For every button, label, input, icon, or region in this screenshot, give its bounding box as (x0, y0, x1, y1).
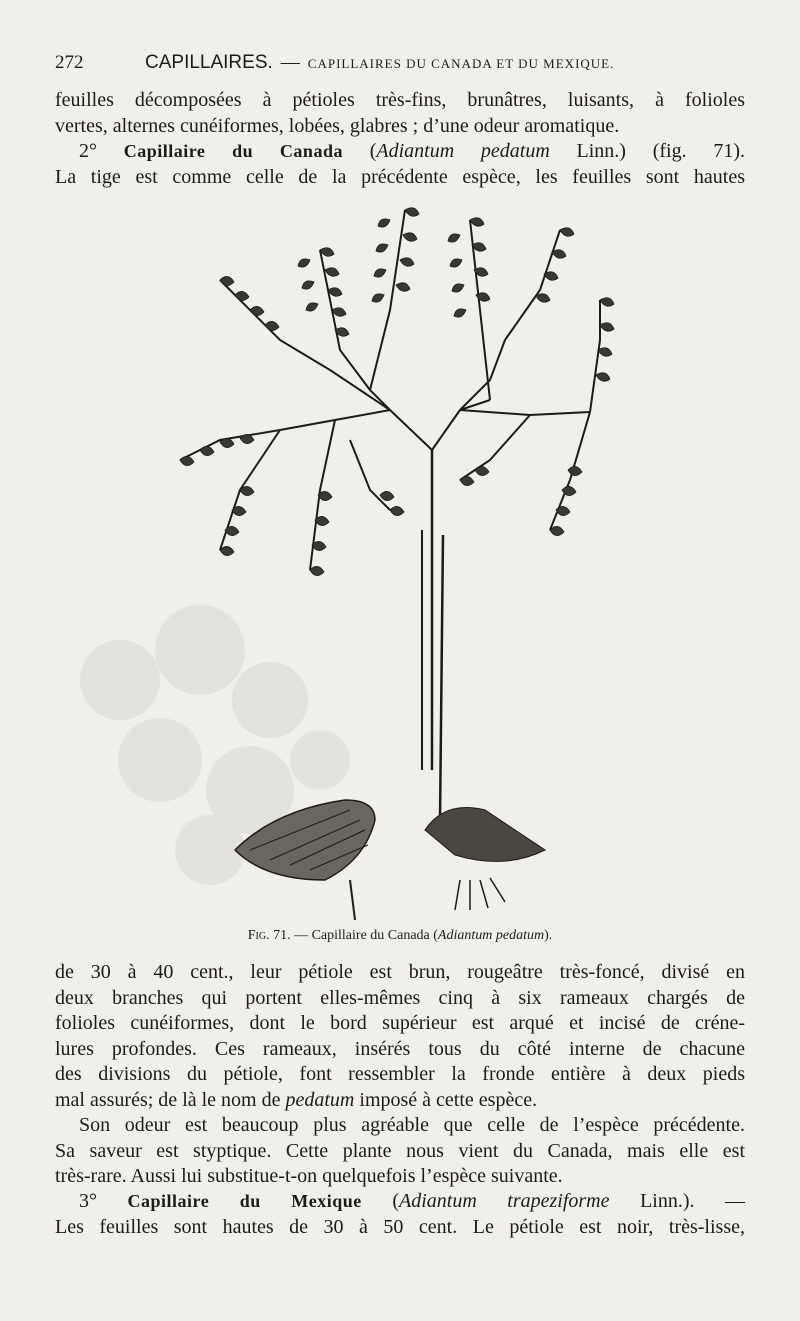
paragraph-2 (55, 139, 745, 190)
caption-dash: — (294, 928, 309, 943)
latin-word: pedatum (285, 1088, 355, 1111)
text-fragment: Linn.). — (640, 1190, 746, 1212)
rhizome-drawing (425, 808, 545, 911)
paragraph-1 (55, 88, 745, 139)
text-line: Son odeur est beaucoup plus agréable que celle de l’espèce précédente. (79, 1114, 745, 1136)
latin-name: Adiantum pedatum (376, 140, 550, 162)
entry-name: Capillaire du Mexique (127, 1191, 362, 1211)
text-line: deux branches qui portent elles-mêmes cinq à six rameaux chargés de (55, 986, 745, 1009)
paren: ( (369, 140, 377, 162)
header-subtitle: CAPILLAIRES DU CANADA ET DU MEXIQUE. (307, 56, 615, 71)
leaflet-detail-drawing (235, 800, 375, 920)
text-line: des divisions du pétiole, font ressembler la fronde entière à deux pieds (55, 1063, 745, 1085)
figure-label: Fig. 71. (247, 928, 291, 943)
text-fragment: imposé à cette espèce. (354, 1088, 538, 1111)
entry-name: Capillaire du Canada (123, 141, 343, 161)
text-line: de 30 à 40 cent., leur pétiole est brun, rougeâtre très-foncé, divisé en (55, 961, 745, 983)
running-header (55, 52, 745, 74)
fern-illustration (160, 190, 640, 920)
text-fragment: mal assurés; de là le nom de (55, 1088, 286, 1111)
text-line: Sa saveur est styptique. Cette plante nous vient du Canada, mais elle est (55, 1139, 745, 1162)
paragraph-3 (55, 960, 745, 1113)
text-line (55, 1189, 745, 1215)
caption-close: ). (544, 928, 553, 943)
text-line: lures profondes. Ces rameaux, insérés tous du côté interne de chacune (55, 1037, 745, 1060)
caption-text: Capillaire du Canada ( (311, 928, 438, 943)
header-separator: — (280, 52, 300, 73)
text-line: très-rare. Aussi lui substitue-t-on quelquefois l’espèce suivante. (55, 1165, 563, 1187)
text-line: feuilles décomposées à pétioles très-fins, brunâtres, luisants, à folioles (55, 89, 745, 111)
paragraph-4 (55, 1113, 745, 1190)
text-line (55, 1088, 745, 1114)
figure-caption (0, 928, 800, 944)
text-fragment: Linn.) (fig. 71). (576, 140, 745, 162)
entry-number: 3° (79, 1190, 97, 1212)
caption-latin: Adiantum pedatum (437, 928, 545, 943)
text-line: vertes, alternes cunéiformes, lobées, glabres ; d’une odeur aromatique. (55, 114, 620, 137)
paragraph-5 (55, 1189, 745, 1240)
header-title: CAPILLAIRES. (145, 52, 273, 73)
text-line (55, 139, 745, 165)
page-number: 272 (55, 52, 84, 73)
entry-number: 2° (79, 140, 97, 162)
text-line: folioles cunéiformes, dont le bord supérieur est arqué et incisé de créne- (55, 1012, 745, 1034)
paren: ( (392, 1190, 399, 1212)
text-line: La tige est comme celle de la précédente espèce, les feuilles sont hautes (55, 165, 745, 188)
latin-name: Adiantum trapeziforme (398, 1190, 610, 1212)
text-line: Les feuilles sont hautes de 30 à 50 cent. Le pétiole est noir, très-lisse, (55, 1215, 745, 1238)
